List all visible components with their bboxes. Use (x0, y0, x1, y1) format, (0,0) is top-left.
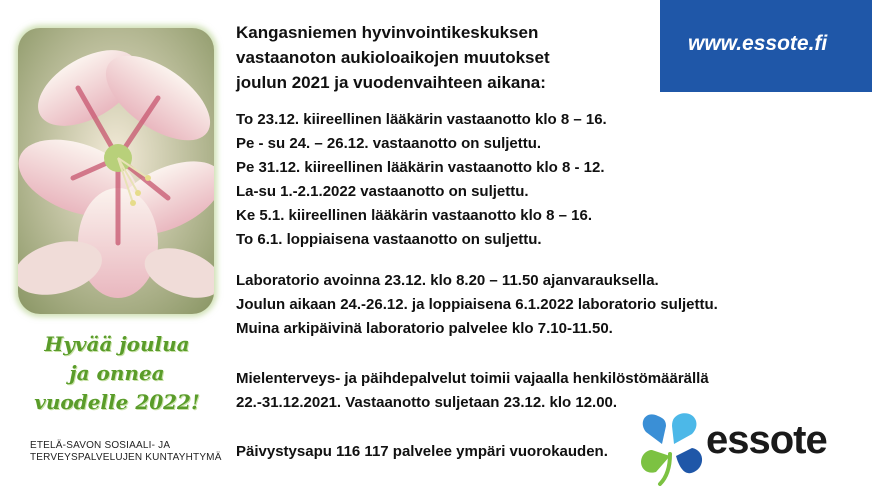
organization-name (30, 440, 222, 464)
amaryllis-flower-photo (18, 28, 214, 314)
title-line: joulun 2021 ja vuodenvaihteen aikana: (236, 73, 546, 92)
website-url-link[interactable]: www.essote.fi (688, 32, 828, 55)
greeting-line: ja onnea (69, 361, 165, 385)
schedule-item: To 6.1. loppiaisena vastaanotto on suljettu. (236, 231, 542, 248)
page-title (236, 20, 550, 95)
laboratory-line: Laboratorio avoinna 23.12. klo 8.20 – 11.50 ajanvarauksella. (236, 272, 659, 289)
four-leaf-clover-logo-icon (636, 408, 706, 491)
organization-line: TERVEYSPALVELUJEN KUNTAYHTYMÄ (30, 452, 222, 463)
schedule-item: La-su 1.-2.1.2022 vastaanotto on suljettu. (236, 183, 529, 200)
mental-health-line: 22.-31.12.2021. Vastaanotto suljetaan 23.12. klo 12.00. (236, 394, 618, 411)
mental-health-line: Mielenterveys- ja päihdepalvelut toimii vajaalla henkilöstömäärällä (236, 370, 709, 387)
schedule-item: Pe - su 24. – 26.12. vastaanotto on suljettu. (236, 135, 542, 152)
schedule-item: Pe 31.12. kiireellinen lääkärin vastaanotto klo 8 - 12. (236, 159, 605, 176)
title-line: Kangasniemen hyvinvointikeskuksen (236, 23, 539, 42)
laboratory-line: Joulun aikaan 24.-26.12. ja loppiaisena 6.1.2022 laboratorio suljettu. (236, 296, 718, 313)
schedule-item: To 23.12. kiireellinen lääkärin vastaanotto klo 8 – 16. (236, 111, 607, 128)
laboratory-info (236, 269, 718, 341)
emergency-line: Päivystysapu 116 117 palvelee ympäri vuorokauden. (236, 443, 608, 460)
title-line: vastaanoton aukioloaikojen muutokset (236, 48, 550, 67)
greeting-line: Hyvää joulua (44, 332, 190, 356)
essote-logo-text: essote (706, 418, 827, 462)
emergency-info (236, 440, 608, 464)
greeting-line: vuodelle 2022! (34, 390, 200, 414)
reception-schedule (236, 108, 607, 252)
schedule-item: Ke 5.1. kiireellinen lääkärin vastaanotto klo 8 – 16. (236, 207, 593, 224)
organization-line: ETELÄ-SAVON SOSIAALI- JA (30, 440, 171, 451)
holiday-greeting (14, 330, 220, 417)
laboratory-line: Muina arkipäivinä laboratorio palvelee klo 7.10-11.50. (236, 320, 613, 337)
